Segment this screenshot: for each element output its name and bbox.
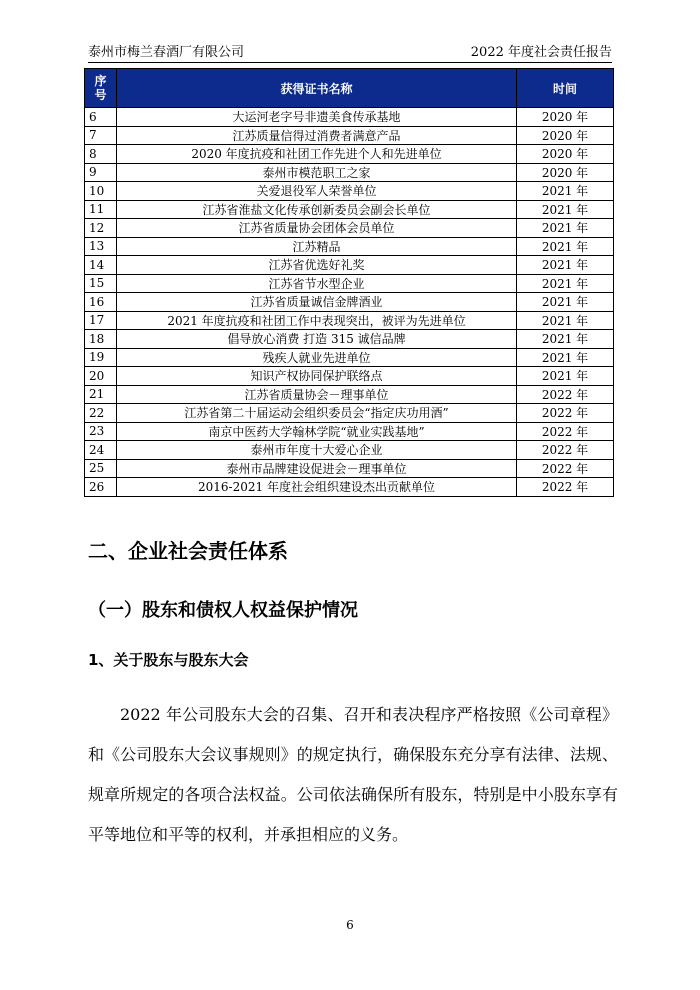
item-title: 1、关于股东与股东大会 — [88, 651, 249, 669]
header-year: 时间 — [517, 69, 614, 108]
row-year: 2020 年 — [517, 126, 614, 145]
row-year: 2022 年 — [517, 478, 614, 497]
row-cert-name: 江苏省质量协会－理事单位 — [117, 385, 517, 404]
row-year: 2021 年 — [517, 293, 614, 312]
body-paragraph: 2022 年公司股东大会的召集、召开和表决程序严格按照《公司章程》和《公司股东大会议事规则》的规定执行，确保股东充分享有法律、法规、规章所规定的各项合法权益。公司依法确保所有股东，特别是中小股东享有平等地位和平等的权利，并承担相应的义务。 — [88, 705, 618, 844]
row-seq: 12 — [85, 219, 117, 238]
header-seq — [85, 69, 117, 108]
row-cert-name: 江苏省节水型企业 — [117, 274, 517, 293]
page-header — [88, 40, 612, 60]
row-year: 2022 年 — [517, 422, 614, 441]
row-seq: 10 — [85, 182, 117, 201]
row-cert-name: 江苏省第二十届运动会组织委员会“指定庆功用酒” — [117, 404, 517, 423]
row-cert-name: 知识产权协同保护联络点 — [117, 367, 517, 386]
row-seq: 24 — [85, 441, 117, 460]
row-cert-name: 泰州市模范职工之家 — [117, 163, 517, 182]
row-seq: 18 — [85, 330, 117, 349]
row-cert-name: 大运河老字号非遗美食传承基地 — [117, 108, 517, 127]
row-cert-name: 江苏精品 — [117, 237, 517, 256]
row-seq: 6 — [85, 108, 117, 127]
row-year: 2020 年 — [517, 108, 614, 127]
table-row — [85, 145, 614, 164]
row-cert-name: 泰州市年度十大爱心企业 — [117, 441, 517, 460]
page-number: 6 — [346, 918, 354, 932]
row-seq: 23 — [85, 422, 117, 441]
row-seq: 14 — [85, 256, 117, 275]
row-seq: 25 — [85, 459, 117, 478]
table-row — [85, 126, 614, 145]
table-row — [85, 385, 614, 404]
table-row — [85, 311, 614, 330]
row-year: 2021 年 — [517, 182, 614, 201]
row-seq: 13 — [85, 237, 117, 256]
header-rule — [88, 62, 612, 63]
table-row — [85, 459, 614, 478]
row-cert-name: 江苏省质量协会团体会员单位 — [117, 219, 517, 238]
row-year: 2021 年 — [517, 274, 614, 293]
table-row — [85, 478, 614, 497]
table-row — [85, 404, 614, 423]
row-cert-name: 南京中医药大学翰林学院“就业实践基地” — [117, 422, 517, 441]
table-row — [85, 422, 614, 441]
row-seq: 17 — [85, 311, 117, 330]
row-year: 2022 年 — [517, 404, 614, 423]
row-cert-name: 关爱退役军人荣誉单位 — [117, 182, 517, 201]
table-row — [85, 182, 614, 201]
row-cert-name: 泰州市品牌建设促进会－理事单位 — [117, 459, 517, 478]
header-name: 获得证书名称 — [117, 69, 517, 108]
row-seq: 8 — [85, 145, 117, 164]
row-seq: 20 — [85, 367, 117, 386]
table-row — [85, 367, 614, 386]
row-seq: 7 — [85, 126, 117, 145]
row-year: 2022 年 — [517, 459, 614, 478]
row-year: 2021 年 — [517, 348, 614, 367]
table-row — [85, 348, 614, 367]
header-report-title: 2022 年度社会责任报告 — [470, 44, 612, 60]
row-seq: 15 — [85, 274, 117, 293]
row-year: 2021 年 — [517, 237, 614, 256]
row-year: 2021 年 — [517, 219, 614, 238]
header-company: 泰州市梅兰春酒厂有限公司 — [88, 44, 245, 60]
table-row — [85, 441, 614, 460]
row-seq: 22 — [85, 404, 117, 423]
row-year: 2021 年 — [517, 311, 614, 330]
row-cert-name: 残疾人就业先进单位 — [117, 348, 517, 367]
table-row — [85, 330, 614, 349]
row-year: 2021 年 — [517, 330, 614, 349]
row-year: 2021 年 — [517, 256, 614, 275]
subsection-title: （一）股东和债权人权益保护情况 — [88, 600, 358, 621]
table-body — [85, 108, 614, 497]
row-year: 2021 年 — [517, 367, 614, 386]
row-cert-name: 江苏省优选好礼奖 — [117, 256, 517, 275]
table-row — [85, 200, 614, 219]
table-row — [85, 293, 614, 312]
row-seq: 21 — [85, 385, 117, 404]
table-header-row — [85, 69, 614, 108]
row-year: 2020 年 — [517, 145, 614, 164]
certificates-table — [84, 68, 614, 497]
table-row — [85, 237, 614, 256]
table-row — [85, 256, 614, 275]
row-cert-name: 江苏省淮盐文化传承创新委员会副会长单位 — [117, 200, 517, 219]
row-seq: 16 — [85, 293, 117, 312]
section-title: 二、企业社会责任体系 — [88, 539, 288, 563]
table-row — [85, 108, 614, 127]
row-seq: 9 — [85, 163, 117, 182]
row-cert-name: 2020 年度抗疫和社团工作先进个人和先进单位 — [117, 145, 517, 164]
row-cert-name: 江苏质量信得过消费者满意产品 — [117, 126, 517, 145]
table-row — [85, 274, 614, 293]
row-seq: 19 — [85, 348, 117, 367]
row-cert-name: 倡导放心消费 打造 315 诚信品牌 — [117, 330, 517, 349]
row-seq: 26 — [85, 478, 117, 497]
row-year: 2020 年 — [517, 163, 614, 182]
row-cert-name: 2021 年度抗疫和社团工作中表现突出，被评为先进单位 — [117, 311, 517, 330]
row-year: 2022 年 — [517, 385, 614, 404]
row-year: 2022 年 — [517, 441, 614, 460]
table-row — [85, 219, 614, 238]
row-year: 2021 年 — [517, 200, 614, 219]
header-seq-label: 序号 — [94, 74, 107, 102]
row-cert-name: 江苏省质量诚信金牌酒业 — [117, 293, 517, 312]
table-row — [85, 163, 614, 182]
row-cert-name: 2016-2021 年度社会组织建设杰出贡献单位 — [117, 478, 517, 497]
row-seq: 11 — [85, 200, 117, 219]
